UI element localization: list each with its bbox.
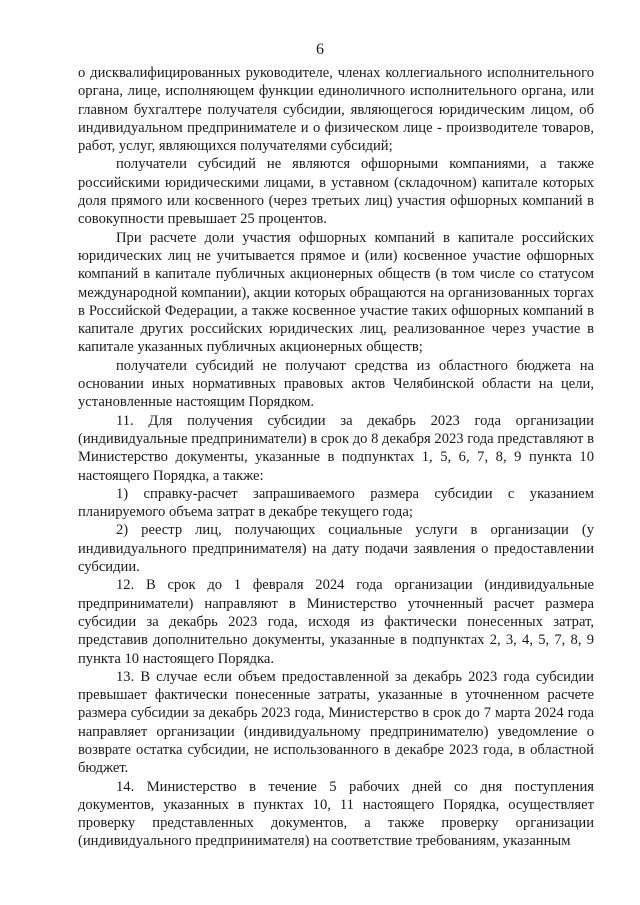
document-body: [78, 64, 594, 851]
paragraph-clause-13: 13. В случае если объем предоставленной за декабрь 2023 года субсидии превышает фактически понесенные затраты, указанные в уточненном расчете размера субсидии за декабрь 2023 года, Министерство в срок до 7 марта 2024 года направляет организации (индивидуальному предпринимателю) уведомление о возврате остатка субсидии, не использованного в декабре 2023 года, в областной бюджет.: [78, 668, 594, 777]
paragraph-offshore-share-calculation: При расчете доли участия офшорных компаний в капитале российских юридических лиц не учитывается прямое и (или) косвенное участие офшорных компаний в капитале публичных акционерных обществ (в том числе со статусом международной компании), акции которых обращаются на организованных торгах в Российской Федерации, а также косвенное участие таких офшорных компаний в капитале других российских юридических лиц, реализованное через участие в капитале указанных публичных акционерных обществ;: [78, 229, 594, 356]
paragraph-clause-11-item-1: 1) справку-расчет запрашиваемого размера субсидии с указанием планируемого объема затрат в декабре текущего года;: [78, 485, 594, 521]
page-number: 6: [316, 41, 324, 58]
paragraph-offshore-companies: получатели субсидий не являются офшорными компаниями, а также российскими юридическими лицами, в уставном (складочном) капитале которых доля прямого или косвенного (через третьих лиц) участия офшорных компаний в совокупности превышает 25 процентов.: [78, 156, 594, 228]
paragraph-clause-11-item-2: 2) реестр лиц, получающих социальные услуги в организации (у индивидуального предпринимателя) на дату подачи заявления о предоставлении субсидии.: [78, 522, 594, 576]
paragraph-clause-14: 14. Министерство в течение 5 рабочих дней со дня поступления документов, указанных в пунктах 10, 11 настоящего Порядка, осуществляет проверку представленных документов, а также проверку организации (индивидуального предпринимателя) на соответствие требованиям, указанным: [78, 778, 594, 850]
paragraph-disqualified-persons: о дисквалифицированных руководителе, членах коллегиального исполнительного органа, лице, исполняющем функции единоличного исполнительного органа, или главном бухгалтере получателя субсидии, являющегося юридическим лицом, об индивидуальном предпринимателе и о физическом лице - производителе товаров, работ, услуг, являющихся получателями субсидий;: [78, 65, 594, 155]
paragraph-clause-12: 12. В срок до 1 февраля 2024 года организации (индивидуальные предприниматели) направляют в Министерство уточненный расчет размера субсидии за декабрь 2023 года, исходя из фактически понесенных затрат, представив дополнительно документы, указанные в подпунктах 2, 3, 4, 5, 7, 8, 9 пункта 10 настоящего Порядка.: [78, 577, 594, 667]
paragraph-clause-11: 11. Для получения субсидии за декабрь 2023 года организации (индивидуальные предприниматели) в срок до 8 декабря 2023 года представляют в Министерство документы, указанные в подпунктах 1, 5, 6, 7, 8, 9 пункта 10 настоящего Порядка, а также:: [78, 412, 594, 484]
paragraph-no-other-funds: получатели субсидий не получают средства из областного бюджета на основании иных нормативных правовых актов Челябинской области на цели, установленные настоящим Порядком.: [78, 357, 594, 411]
